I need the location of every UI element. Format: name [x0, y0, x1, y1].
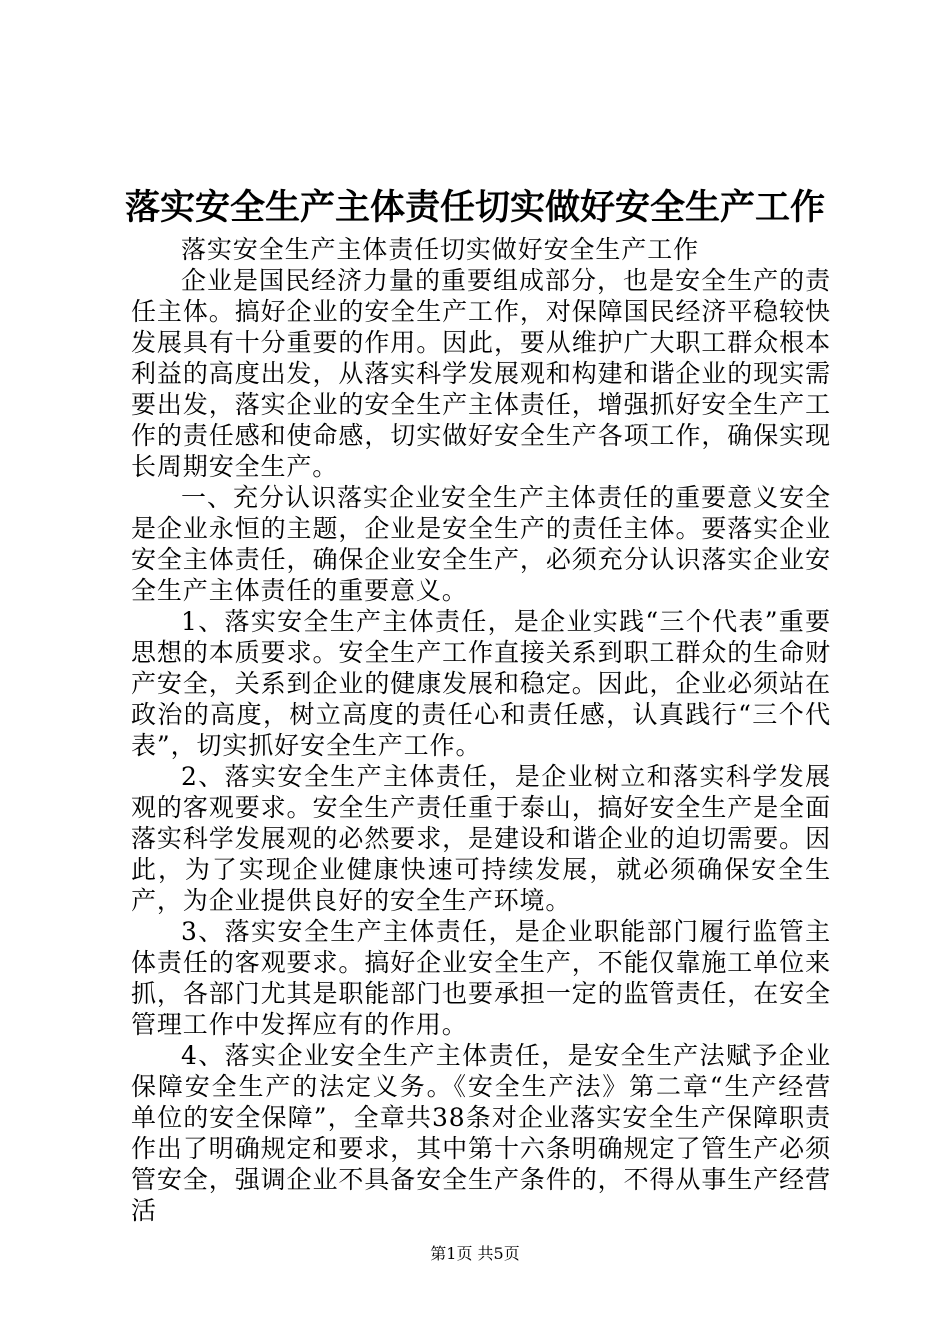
paragraph-point-1: 1、落实安全生产主体责任，是企业实践“三个代表”重要思想的本质要求。安全生产工作直接关系到职工群众的生命财产安全，关系到企业的健康发展和稳定。因此，企业必须站在政治的高度，树立高度的责任心和责任感，认真践行“三个代表”，切实抓好安全生产工作。 [131, 607, 831, 760]
document-title: 落实安全生产主体责任切实做好安全生产工作 [124, 187, 825, 228]
paragraph-point-4: 4、落实企业安全生产主体责任，是安全生产法赋予企业保障安全生产的法定义务。《安全生产法》第二章“生产经营单位的安全保障”，全章共38条对企业落实安全生产保障职责作出了明确规定和要求，其中第十六条明确规定了管生产必须管安全，强调企业不具备安全生产条件的，不得从事生产经营活 [131, 1041, 831, 1225]
paragraph-point-3: 3、落实安全生产主体责任，是企业职能部门履行监管主体责任的客观要求。搞好企业安全生产，不能仅靠施工单位来抓，各部门尤其是职能部门也要承担一定的监管责任，在安全管理工作中发挥应有的作用。 [131, 917, 831, 1039]
paragraph-section-one: 一、充分认识落实企业安全生产主体责任的重要意义安全是企业永恒的主题，企业是安全生产的责任主体。要落实企业安全主体责任，确保企业安全生产，必须充分认识落实企业安全生产主体责任的重要意义。 [131, 483, 831, 605]
paragraph-subtitle: 落实安全生产主体责任切实做好安全生产工作 [181, 235, 700, 264]
page-number-footer: 第1页 共5页 [430, 1244, 520, 1263]
paragraph-point-2: 2、落实安全生产主体责任，是企业树立和落实科学发展观的客观要求。安全生产责任重于泰山，搞好安全生产是全面落实科学发展观的必然要求，是建设和谐企业的迫切需要。因此，为了实现企业健康快速可持续发展，就必须确保安全生产，为企业提供良好的安全生产环境。 [131, 762, 831, 915]
document-body [131, 234, 831, 1226]
paragraph-intro: 企业是国民经济力量的重要组成部分，也是安全生产的责任主体。搞好企业的安全生产工作，对保障国民经济平稳较快发展具有十分重要的作用。因此，要从维护广大职工群众根本利益的高度出发，从落实科学发展观和构建和谐企业的现实需要出发，落实企业的安全生产主体责任，增强抓好安全生产工作的责任感和使命感，切实做好安全生产各项工作，确保实现长周期安全生产。 [131, 266, 831, 481]
